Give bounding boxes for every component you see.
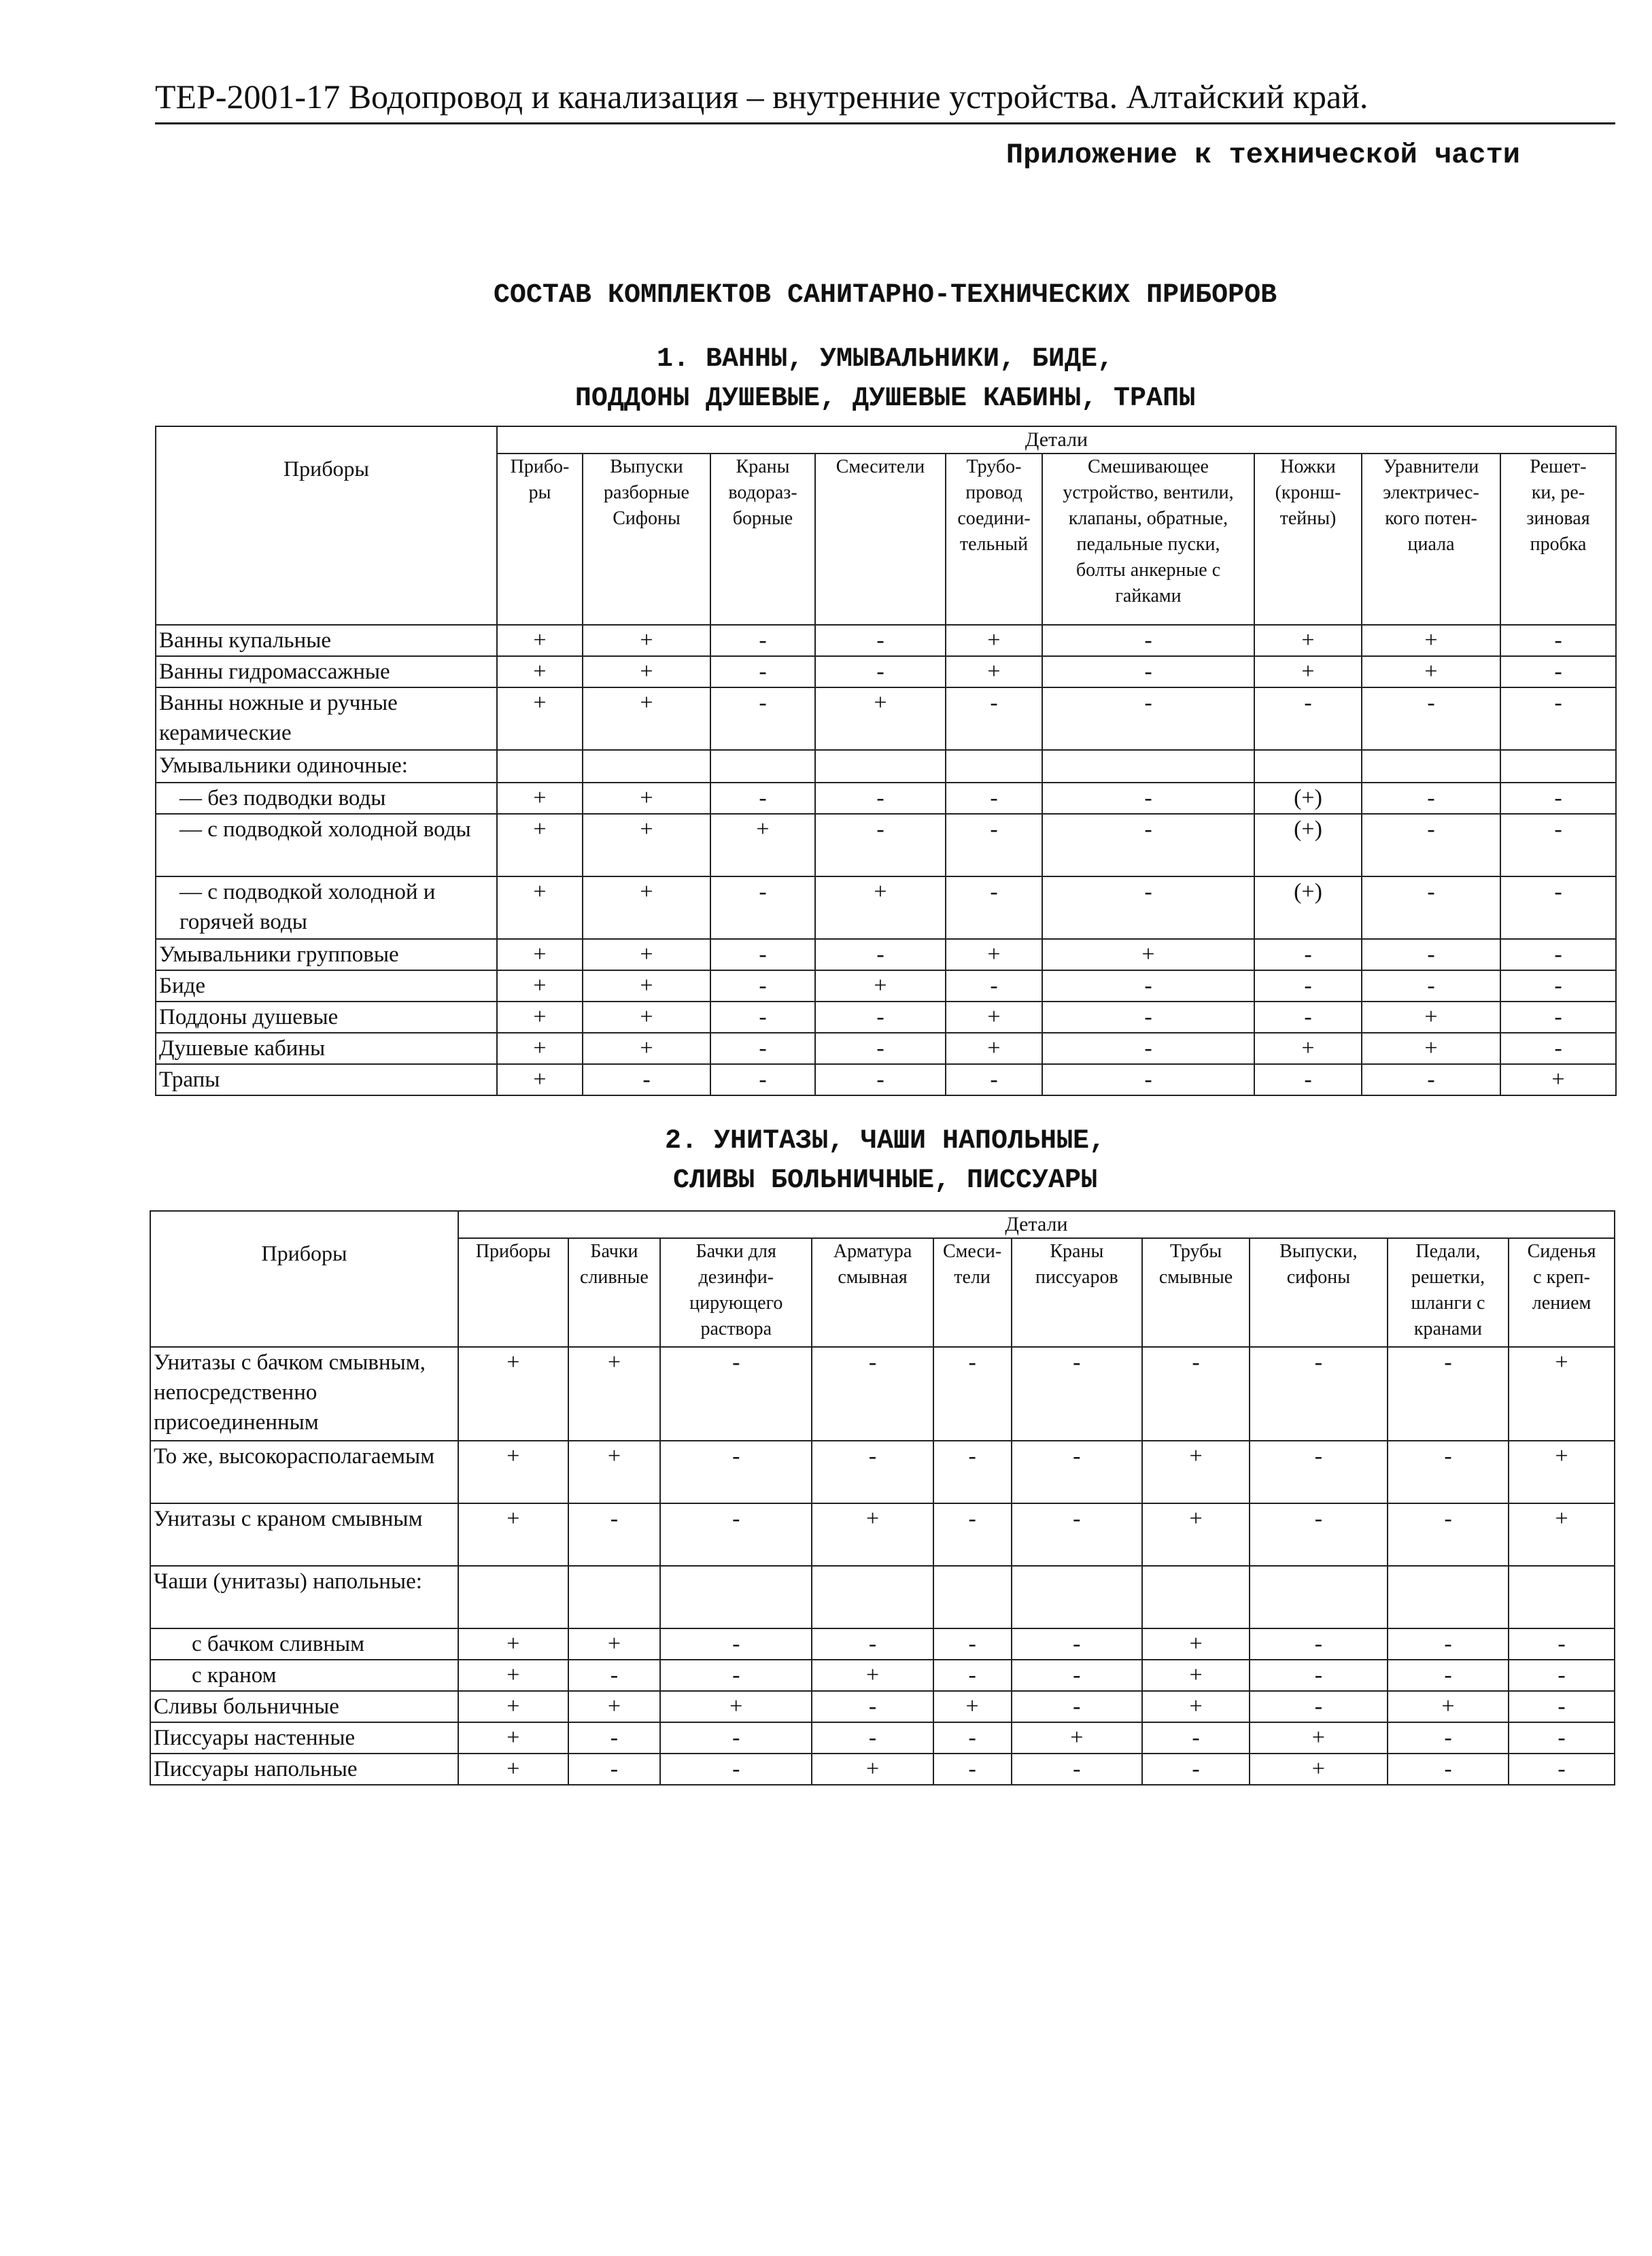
table-cell: - <box>1042 625 1254 656</box>
section1-group-header: Детали <box>497 426 1616 454</box>
table-row <box>150 1441 1615 1503</box>
table-cell: - <box>1042 876 1254 939</box>
table-cell: - <box>815 939 946 970</box>
table-cell: - <box>710 970 815 1002</box>
table-cell: - <box>1254 970 1362 1002</box>
table-cell: + <box>583 687 710 750</box>
section1-column-header: Трубо- провод соедини- тельный <box>946 454 1042 625</box>
section1-table <box>155 426 1617 1096</box>
table-cell: - <box>812 1347 933 1441</box>
table-cell: - <box>933 1628 1012 1660</box>
table-cell: - <box>815 625 946 656</box>
table-cell: - <box>710 939 815 970</box>
section2-header-row <box>150 1211 1615 1238</box>
table-cell: - <box>1042 656 1254 687</box>
table-cell: - <box>1042 783 1254 814</box>
table-cell: - <box>1042 814 1254 876</box>
table-cell: + <box>497 876 583 939</box>
table-cell: - <box>933 1347 1012 1441</box>
section1-column-header: Смесители <box>815 454 946 625</box>
table-row <box>150 1722 1615 1754</box>
table-row <box>156 876 1616 939</box>
table-cell: - <box>1500 1033 1616 1064</box>
table-cell: - <box>660 1722 812 1754</box>
table-cell: - <box>1250 1441 1388 1503</box>
table-cell: + <box>568 1347 660 1441</box>
table-cell: + <box>583 783 710 814</box>
table-cell: - <box>1500 1002 1616 1033</box>
row-label: Биде <box>156 970 497 1002</box>
table-cell: - <box>660 1660 812 1691</box>
table-cell: - <box>1012 1754 1143 1785</box>
table-cell: - <box>1042 970 1254 1002</box>
table-cell <box>1500 750 1616 783</box>
table-cell: - <box>1388 1441 1509 1503</box>
table-cell <box>1142 1566 1250 1628</box>
table-cell: - <box>1388 1503 1509 1566</box>
table-cell: + <box>946 939 1042 970</box>
document-header-title: ТЕР-2001-17 Водопровод и канализация – внутренние устройства. Алтайский край. <box>155 78 1369 116</box>
table-cell: - <box>1500 625 1616 656</box>
table-cell: - <box>1509 1722 1615 1754</box>
table-cell: - <box>1362 783 1500 814</box>
table-cell: - <box>1388 1347 1509 1441</box>
table-cell: - <box>1388 1754 1509 1785</box>
table-cell: + <box>1012 1722 1143 1754</box>
section2-column-header: Бачки для дезинфи- цирующего раствора <box>660 1238 812 1347</box>
table-cell: - <box>812 1691 933 1722</box>
table-cell: + <box>1362 656 1500 687</box>
table-row <box>156 814 1616 876</box>
table-cell: - <box>1012 1691 1143 1722</box>
table-cell: - <box>1254 687 1362 750</box>
table-row <box>150 1628 1615 1660</box>
table-cell: - <box>1500 783 1616 814</box>
section2-column-header: Выпуски, сифоны <box>1250 1238 1388 1347</box>
table-cell: - <box>946 876 1042 939</box>
table-cell: + <box>458 1660 568 1691</box>
table-cell: + <box>1142 1660 1250 1691</box>
table-row <box>150 1566 1615 1628</box>
table-cell: - <box>946 814 1042 876</box>
section1-header-row <box>156 426 1616 454</box>
section1-column-header: Ножки (кронш- тейны) <box>1254 454 1362 625</box>
table-cell: - <box>815 1064 946 1095</box>
row-label: Умывальники одиночные: <box>156 750 497 783</box>
table-cell: + <box>812 1754 933 1785</box>
table-cell: + <box>458 1722 568 1754</box>
section2-column-header: Педали, решетки, шланги с кранами <box>1388 1238 1509 1347</box>
table-cell: + <box>497 1002 583 1033</box>
row-label: Ванны ножные и ручные керамические <box>156 687 497 750</box>
row-label: Трапы <box>156 1064 497 1095</box>
row-label: Душевые кабины <box>156 1033 497 1064</box>
table-cell: - <box>1012 1347 1143 1441</box>
table-cell: - <box>946 970 1042 1002</box>
table-cell: - <box>1500 687 1616 750</box>
table-cell: + <box>583 656 710 687</box>
table-cell: + <box>1142 1628 1250 1660</box>
table-cell: - <box>1012 1503 1143 1566</box>
table-cell: - <box>812 1722 933 1754</box>
row-label: Ванны гидромассажные <box>156 656 497 687</box>
table-cell: - <box>710 1002 815 1033</box>
table-cell: + <box>497 939 583 970</box>
table-cell: - <box>1362 814 1500 876</box>
table-cell: + <box>583 1033 710 1064</box>
table-row <box>156 625 1616 656</box>
table-cell: + <box>1362 1033 1500 1064</box>
table-cell: - <box>660 1441 812 1503</box>
table-cell: - <box>710 1033 815 1064</box>
table-cell: (+) <box>1254 814 1362 876</box>
table-cell <box>1362 750 1500 783</box>
table-cell: - <box>1500 876 1616 939</box>
table-cell: + <box>946 656 1042 687</box>
table-cell: + <box>497 814 583 876</box>
table-cell: - <box>1250 1660 1388 1691</box>
section2-column-header: Трубы смывные <box>1142 1238 1250 1347</box>
row-label: Писсуары настенные <box>150 1722 458 1754</box>
table-row <box>150 1691 1615 1722</box>
table-cell: + <box>1250 1754 1388 1785</box>
section2-corner-header: Приборы <box>150 1211 458 1347</box>
table-cell: + <box>946 1033 1042 1064</box>
table-cell: + <box>497 687 583 750</box>
row-label: Писсуары напольные <box>150 1754 458 1785</box>
table-row <box>156 970 1616 1002</box>
table-cell: - <box>933 1660 1012 1691</box>
row-label: — с подводкой холодной воды <box>156 814 497 876</box>
table-cell: - <box>583 1064 710 1095</box>
table-cell: - <box>710 687 815 750</box>
table-cell <box>946 750 1042 783</box>
table-cell: - <box>1500 970 1616 1002</box>
table-cell: + <box>1362 1002 1500 1033</box>
main-title: СОСТАВ КОМПЛЕКТОВ САНИТАРНО-ТЕХНИЧЕСКИХ ПРИБОРОВ <box>493 280 1277 311</box>
table-cell: - <box>1362 970 1500 1002</box>
table-cell: - <box>1254 1002 1362 1033</box>
table-cell: + <box>497 625 583 656</box>
row-label: Унитазы с краном смывным <box>150 1503 458 1566</box>
table-cell: + <box>815 876 946 939</box>
table-cell: + <box>458 1691 568 1722</box>
section2-group-header: Детали <box>458 1211 1615 1238</box>
section2-title-line1: 2. УНИТАЗЫ, ЧАШИ НАПОЛЬНЫЕ, <box>664 1126 1106 1157</box>
table-cell: + <box>497 1064 583 1095</box>
table-cell: - <box>933 1503 1012 1566</box>
table-cell: + <box>812 1503 933 1566</box>
table-cell: - <box>933 1441 1012 1503</box>
table-cell: + <box>583 814 710 876</box>
table-cell: - <box>1254 939 1362 970</box>
table-cell: - <box>946 1064 1042 1095</box>
table-row <box>150 1660 1615 1691</box>
table-cell: - <box>568 1754 660 1785</box>
row-label: с бачком сливным <box>150 1628 458 1660</box>
table-cell: + <box>1250 1722 1388 1754</box>
table-cell: - <box>710 656 815 687</box>
table-cell: - <box>1142 1347 1250 1441</box>
table-cell: - <box>1362 939 1500 970</box>
table-cell: - <box>1250 1503 1388 1566</box>
row-label: Унитазы с бачком смывным, непосредственно присоединенным <box>150 1347 458 1441</box>
table-cell <box>568 1566 660 1628</box>
appendix-label: Приложение к технической части <box>1005 139 1520 171</box>
table-cell: + <box>946 625 1042 656</box>
table-cell: + <box>1500 1064 1616 1095</box>
table-cell: - <box>1250 1347 1388 1441</box>
section2-title-line2: СЛИВЫ БОЛЬНИЧНЫЕ, ПИССУАРЫ <box>672 1165 1098 1196</box>
table-cell: + <box>1042 939 1254 970</box>
table-row <box>150 1503 1615 1566</box>
section1-column-header: Смешивающее устройство, вентили, клапаны, обратные, педальные пуски, болты анкерные с гайками <box>1042 454 1254 625</box>
table-cell: - <box>815 656 946 687</box>
table-cell: - <box>812 1441 933 1503</box>
table-cell <box>812 1566 933 1628</box>
table-cell: + <box>1142 1691 1250 1722</box>
table-cell: + <box>1388 1691 1509 1722</box>
table-row <box>156 1033 1616 1064</box>
table-cell: + <box>497 970 583 1002</box>
table-row <box>156 939 1616 970</box>
table-cell: + <box>946 1002 1042 1033</box>
table-cell: + <box>1254 656 1362 687</box>
table-cell: - <box>568 1722 660 1754</box>
table-cell: + <box>458 1754 568 1785</box>
row-label: То же, высокорасполагаемым <box>150 1441 458 1503</box>
table-cell: - <box>946 783 1042 814</box>
table-cell: - <box>812 1628 933 1660</box>
table-cell: + <box>933 1691 1012 1722</box>
table-cell: - <box>660 1754 812 1785</box>
table-cell: + <box>568 1628 660 1660</box>
table-cell: + <box>1509 1503 1615 1566</box>
table-cell <box>1042 750 1254 783</box>
table-cell: - <box>1509 1754 1615 1785</box>
table-cell: - <box>1388 1722 1509 1754</box>
table-row <box>156 750 1616 783</box>
section2-column-header: Смеси- тели <box>933 1238 1012 1347</box>
table-cell: - <box>1042 1064 1254 1095</box>
header-divider <box>155 122 1615 124</box>
table-cell: + <box>1142 1441 1250 1503</box>
table-cell: - <box>1254 1064 1362 1095</box>
section1-title-line1: 1. ВАННЫ, УМЫВАЛЬНИКИ, БИДЕ, <box>656 344 1114 375</box>
table-cell <box>1254 750 1362 783</box>
table-cell: + <box>1254 1033 1362 1064</box>
row-label: Чаши (унитазы) напольные: <box>150 1566 458 1628</box>
section1-column-header: Краны водораз- борные <box>710 454 815 625</box>
table-cell: - <box>1142 1754 1250 1785</box>
table-cell: + <box>812 1660 933 1691</box>
table-cell: - <box>815 1002 946 1033</box>
table-cell: - <box>1250 1691 1388 1722</box>
table-row <box>156 1064 1616 1095</box>
table-cell: + <box>1362 625 1500 656</box>
table-cell: - <box>815 1033 946 1064</box>
table-cell: - <box>568 1660 660 1691</box>
table-cell: - <box>1012 1628 1143 1660</box>
table-row <box>156 1002 1616 1033</box>
table-cell: + <box>583 939 710 970</box>
table-cell: + <box>583 876 710 939</box>
table-cell: - <box>1042 1002 1254 1033</box>
table-cell: - <box>1500 939 1616 970</box>
table-cell: - <box>1042 1033 1254 1064</box>
table-cell: (+) <box>1254 783 1362 814</box>
section2-column-header: Сиденья с креп- лением <box>1509 1238 1615 1347</box>
table-cell <box>1250 1566 1388 1628</box>
table-row <box>156 656 1616 687</box>
table-cell: - <box>1250 1628 1388 1660</box>
table-cell: + <box>1509 1347 1615 1441</box>
section2-column-header: Арматура смывная <box>812 1238 933 1347</box>
table-cell: + <box>568 1441 660 1503</box>
table-cell <box>1012 1566 1143 1628</box>
table-cell <box>583 750 710 783</box>
table-cell <box>458 1566 568 1628</box>
table-cell: - <box>1142 1722 1250 1754</box>
section1-column-header: Прибо- ры <box>497 454 583 625</box>
table-cell: + <box>458 1441 568 1503</box>
table-cell: - <box>710 1064 815 1095</box>
table-cell: - <box>1509 1628 1615 1660</box>
table-cell: + <box>458 1503 568 1566</box>
table-cell: - <box>1388 1660 1509 1691</box>
table-cell: + <box>497 1033 583 1064</box>
table-cell: - <box>946 687 1042 750</box>
section2-table <box>150 1210 1615 1785</box>
table-cell: + <box>1142 1503 1250 1566</box>
table-cell: + <box>710 814 815 876</box>
table-cell: - <box>1362 687 1500 750</box>
table-cell: - <box>1362 1064 1500 1095</box>
table-cell: + <box>458 1347 568 1441</box>
section2-title <box>155 1122 1615 1201</box>
table-cell: - <box>1509 1660 1615 1691</box>
table-cell: - <box>660 1628 812 1660</box>
table-cell: - <box>568 1503 660 1566</box>
table-cell: - <box>815 783 946 814</box>
table-row <box>150 1754 1615 1785</box>
table-cell: + <box>1254 625 1362 656</box>
row-label: — с подводкой холодной и горячей воды <box>156 876 497 939</box>
row-label: — без подводки воды <box>156 783 497 814</box>
table-cell: (+) <box>1254 876 1362 939</box>
table-cell <box>660 1566 812 1628</box>
table-row <box>156 687 1616 750</box>
row-label: с краном <box>150 1660 458 1691</box>
section1-column-header: Решет- ки, ре- зиновая пробка <box>1500 454 1616 625</box>
section2-column-header: Приборы <box>458 1238 568 1347</box>
table-cell: - <box>1500 656 1616 687</box>
table-cell <box>710 750 815 783</box>
row-label: Сливы больничные <box>150 1691 458 1722</box>
section1-column-header: Уравнители электричес- кого потен- циала <box>1362 454 1500 625</box>
table-cell <box>933 1566 1012 1628</box>
table-cell: + <box>497 656 583 687</box>
table-cell: - <box>660 1503 812 1566</box>
row-label: Ванны купальные <box>156 625 497 656</box>
table-cell: + <box>458 1628 568 1660</box>
table-cell: - <box>815 814 946 876</box>
table-cell: - <box>1500 814 1616 876</box>
section1-corner-header: Приборы <box>156 426 497 625</box>
table-cell: - <box>1509 1691 1615 1722</box>
table-cell: + <box>568 1691 660 1722</box>
table-cell <box>1388 1566 1509 1628</box>
table-cell: + <box>583 1002 710 1033</box>
table-cell: + <box>660 1691 812 1722</box>
table-cell <box>497 750 583 783</box>
table-cell: - <box>710 783 815 814</box>
section1-column-header: Выпуски разборные Сифоны <box>583 454 710 625</box>
table-cell: + <box>583 625 710 656</box>
table-cell: - <box>710 876 815 939</box>
table-cell: - <box>1042 687 1254 750</box>
section1-title <box>155 340 1615 419</box>
table-cell: - <box>933 1754 1012 1785</box>
table-cell <box>1509 1566 1615 1628</box>
table-cell: - <box>1362 876 1500 939</box>
table-cell: + <box>497 783 583 814</box>
table-cell: + <box>1509 1441 1615 1503</box>
table-cell: - <box>1388 1628 1509 1660</box>
table-cell: - <box>710 625 815 656</box>
table-cell: + <box>583 970 710 1002</box>
row-label: Поддоны душевые <box>156 1002 497 1033</box>
table-cell: - <box>660 1347 812 1441</box>
table-cell <box>815 750 946 783</box>
table-row <box>156 783 1616 814</box>
table-cell: - <box>933 1722 1012 1754</box>
table-cell: + <box>815 970 946 1002</box>
section1-title-line2: ПОДДОНЫ ДУШЕВЫЕ, ДУШЕВЫЕ КАБИНЫ, ТРАПЫ <box>574 383 1196 414</box>
table-cell: - <box>1012 1441 1143 1503</box>
row-label: Умывальники групповые <box>156 939 497 970</box>
section2-column-header: Краны писсуаров <box>1012 1238 1143 1347</box>
section2-column-header: Бачки сливные <box>568 1238 660 1347</box>
table-cell: + <box>815 687 946 750</box>
table-cell: - <box>1012 1660 1143 1691</box>
table-row <box>150 1347 1615 1441</box>
